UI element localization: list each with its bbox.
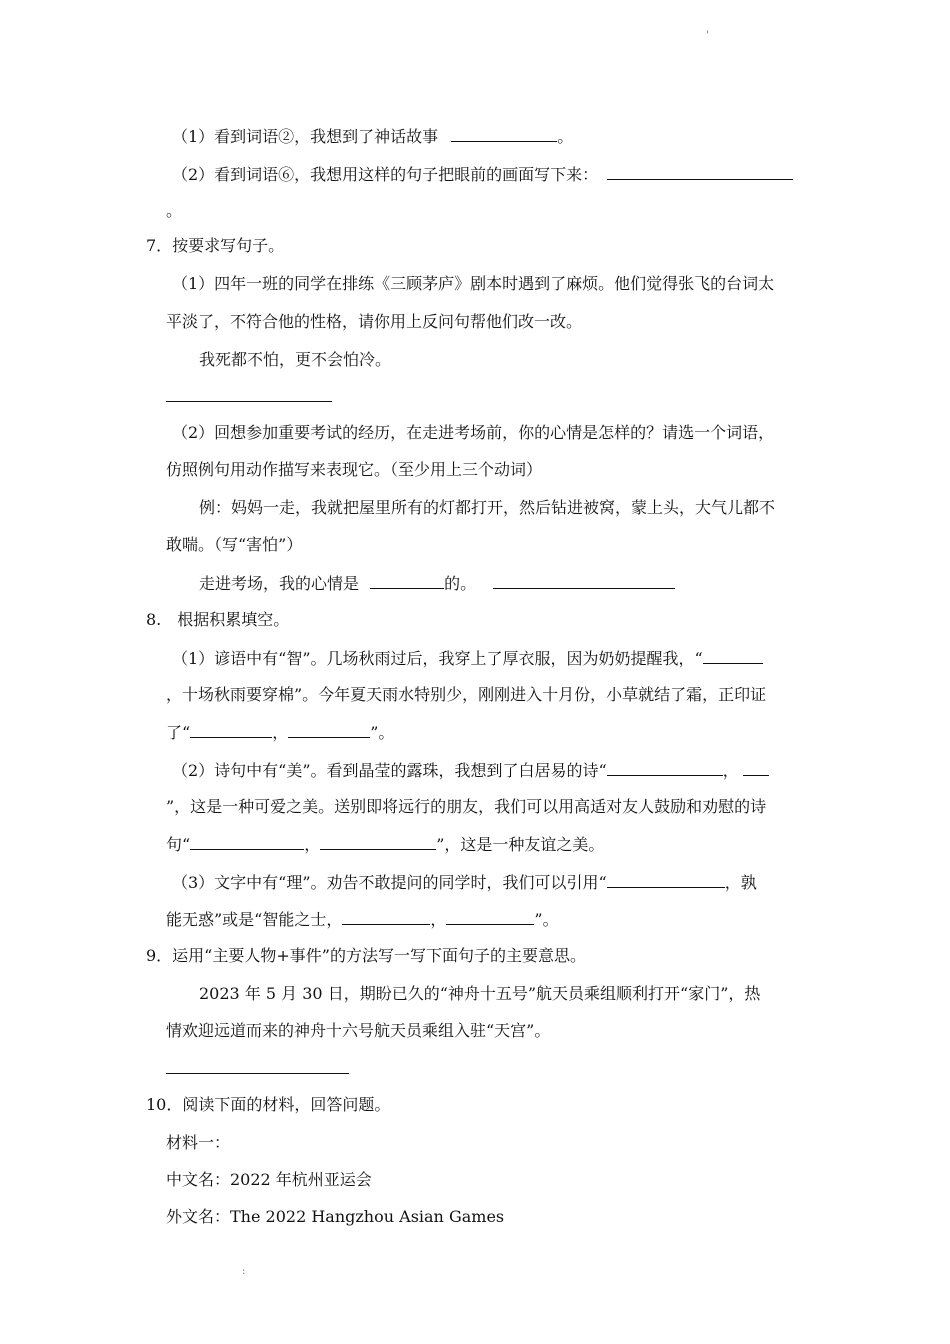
q8-title: 8. 根据积累填空。 <box>146 610 290 629</box>
q8-sub2-line1 <box>172 760 769 781</box>
q6-sub1-text: （1）看到词语②，我想到了神话故事 <box>172 127 439 146</box>
header-mark: ' <box>706 30 709 41</box>
q8-sub1-text: （1）谚语中有“智”。几场秋雨过后，我穿上了厚衣服，因为奶奶提醒我，“ <box>172 649 703 668</box>
q6-sub2-tail: 。 <box>166 201 183 220</box>
q8-sub3-line1-end: ，孰 <box>724 873 757 892</box>
q7-example-line1: 例：妈妈一走，我就把屋里所有的灯都打开，然后钻进被窝，蒙上头，大气儿都不 <box>199 498 776 517</box>
q8-sub2-blank-d[interactable] <box>320 834 436 850</box>
q7-sub2-line2: 仿照例句用动作描写来表现它。（至少用上三个动词） <box>166 460 543 479</box>
q8-proverb-blank[interactable] <box>703 648 763 664</box>
q6-sub1-suffix: 。 <box>557 127 574 146</box>
q10-material-label: 材料一： <box>166 1133 231 1152</box>
q8-sub2-blank-a[interactable] <box>607 760 723 776</box>
q9-line1: 2023 年 5 月 30 日，期盼已久的“神舟十五号”航天员乘组顺利打开“家门”，热 <box>199 984 761 1003</box>
q8-sub2-comma2: ， <box>304 835 321 854</box>
q9-answer-line[interactable] <box>166 1073 349 1074</box>
q6-sub1 <box>172 126 573 147</box>
q8-sub1-comma: ， <box>272 723 289 742</box>
footer-mark: : <box>242 1266 246 1277</box>
q6-sub2-blank[interactable] <box>607 164 793 180</box>
q7-example-line2: 敢喘。（写“害怕”） <box>166 535 303 554</box>
q8-sub1-line2: ，十场秋雨要穿棉”。今年夏天雨水特别少，刚刚进入十月份，小草就结了霜，正印证 <box>166 685 767 704</box>
q7-sub1-line1: （1）四年一班的同学在排练《三顾茅庐》剧本时遇到了麻烦。他们觉得张飞的台词太 <box>172 274 775 293</box>
q8-sub2-line3 <box>166 834 604 855</box>
q7-sub1-answer-line[interactable] <box>166 401 332 402</box>
q8-sub2-text: （2）诗句中有“美”。看到晶莹的露珠，我想到了白居易的诗“ <box>172 761 607 780</box>
q8-sub3-line1 <box>172 872 757 893</box>
q10-title: 10．阅读下面的材料，回答问题。 <box>146 1095 391 1114</box>
q8-sub1-blank-b[interactable] <box>288 722 370 738</box>
q7-sentence-blank[interactable] <box>493 573 675 589</box>
q7-sub2-fill-prefix: 走进考场，我的心情是 <box>199 574 360 593</box>
q7-sub2-fill <box>199 573 675 594</box>
q10-en-name: 外文名：The 2022 Hangzhou Asian Games <box>166 1207 505 1226</box>
q8-sub2-blank-c[interactable] <box>190 834 304 850</box>
q8-sub2-line2: ”，这是一种可爱之美。送别即将远行的朋友，我们可以用高适对友人鼓励和劝慰的诗 <box>166 797 767 816</box>
q8-sub1-blank-a[interactable] <box>190 722 272 738</box>
q7-sub2-fill-mid: 的。 <box>444 574 477 593</box>
q8-sub3-comma: ， <box>430 910 447 929</box>
q8-sub1-line3 <box>166 722 394 743</box>
q8-sub2-blank-b[interactable] <box>743 760 769 776</box>
q8-sub3-text: （3）文字中有“理”。劝告不敢提问的同学时，我们可以引用“ <box>172 873 607 892</box>
q8-sub1-line1 <box>172 648 763 669</box>
q10-cn-name: 中文名：2022 年杭州亚运会 <box>166 1170 372 1189</box>
q8-sub3-line2-text: 能无惑”或是“智能之士， <box>166 910 343 929</box>
q8-sub2-comma: ， <box>722 761 739 780</box>
q8-sub3-line2 <box>166 909 559 930</box>
q6-sub2-text: （2）看到词语⑥，我想用这样的句子把眼前的画面写下来： <box>172 165 599 184</box>
q7-title: 7．按要求写句子。 <box>146 236 285 255</box>
q8-sub3-blank-a[interactable] <box>607 872 725 888</box>
q8-sub2-quote-open: 句“ <box>166 835 191 854</box>
q8-sub2-quote-close: ”，这是一种友谊之美。 <box>436 835 605 854</box>
q8-sub3-blank-b[interactable] <box>342 909 430 925</box>
q7-sub1-sentence: 我死都不怕，更不会怕冷。 <box>199 350 392 369</box>
q8-sub3-blank-c[interactable] <box>446 909 534 925</box>
q9-line2: 情欢迎远道而来的神舟十六号航天员乘组入驻“天宫”。 <box>166 1021 551 1040</box>
q8-sub3-quote-close: ”。 <box>534 910 559 929</box>
q7-mood-blank[interactable] <box>370 573 444 589</box>
q6-sub2 <box>172 164 793 185</box>
q6-sub1-blank[interactable] <box>451 126 557 142</box>
q8-sub1-quote-open: 了“ <box>166 723 191 742</box>
q9-title: 9．运用“主要人物+事件”的方法写一写下面句子的主要意思。 <box>146 946 586 965</box>
q8-sub1-quote-close: ”。 <box>370 723 395 742</box>
q7-sub2-line1: （2）回想参加重要考试的经历，在走进考场前，你的心情是怎样的？请选一个词语， <box>172 423 775 442</box>
q7-sub1-line2: 平淡了，不符合他的性格，请你用上反问句帮他们改一改。 <box>166 312 583 331</box>
